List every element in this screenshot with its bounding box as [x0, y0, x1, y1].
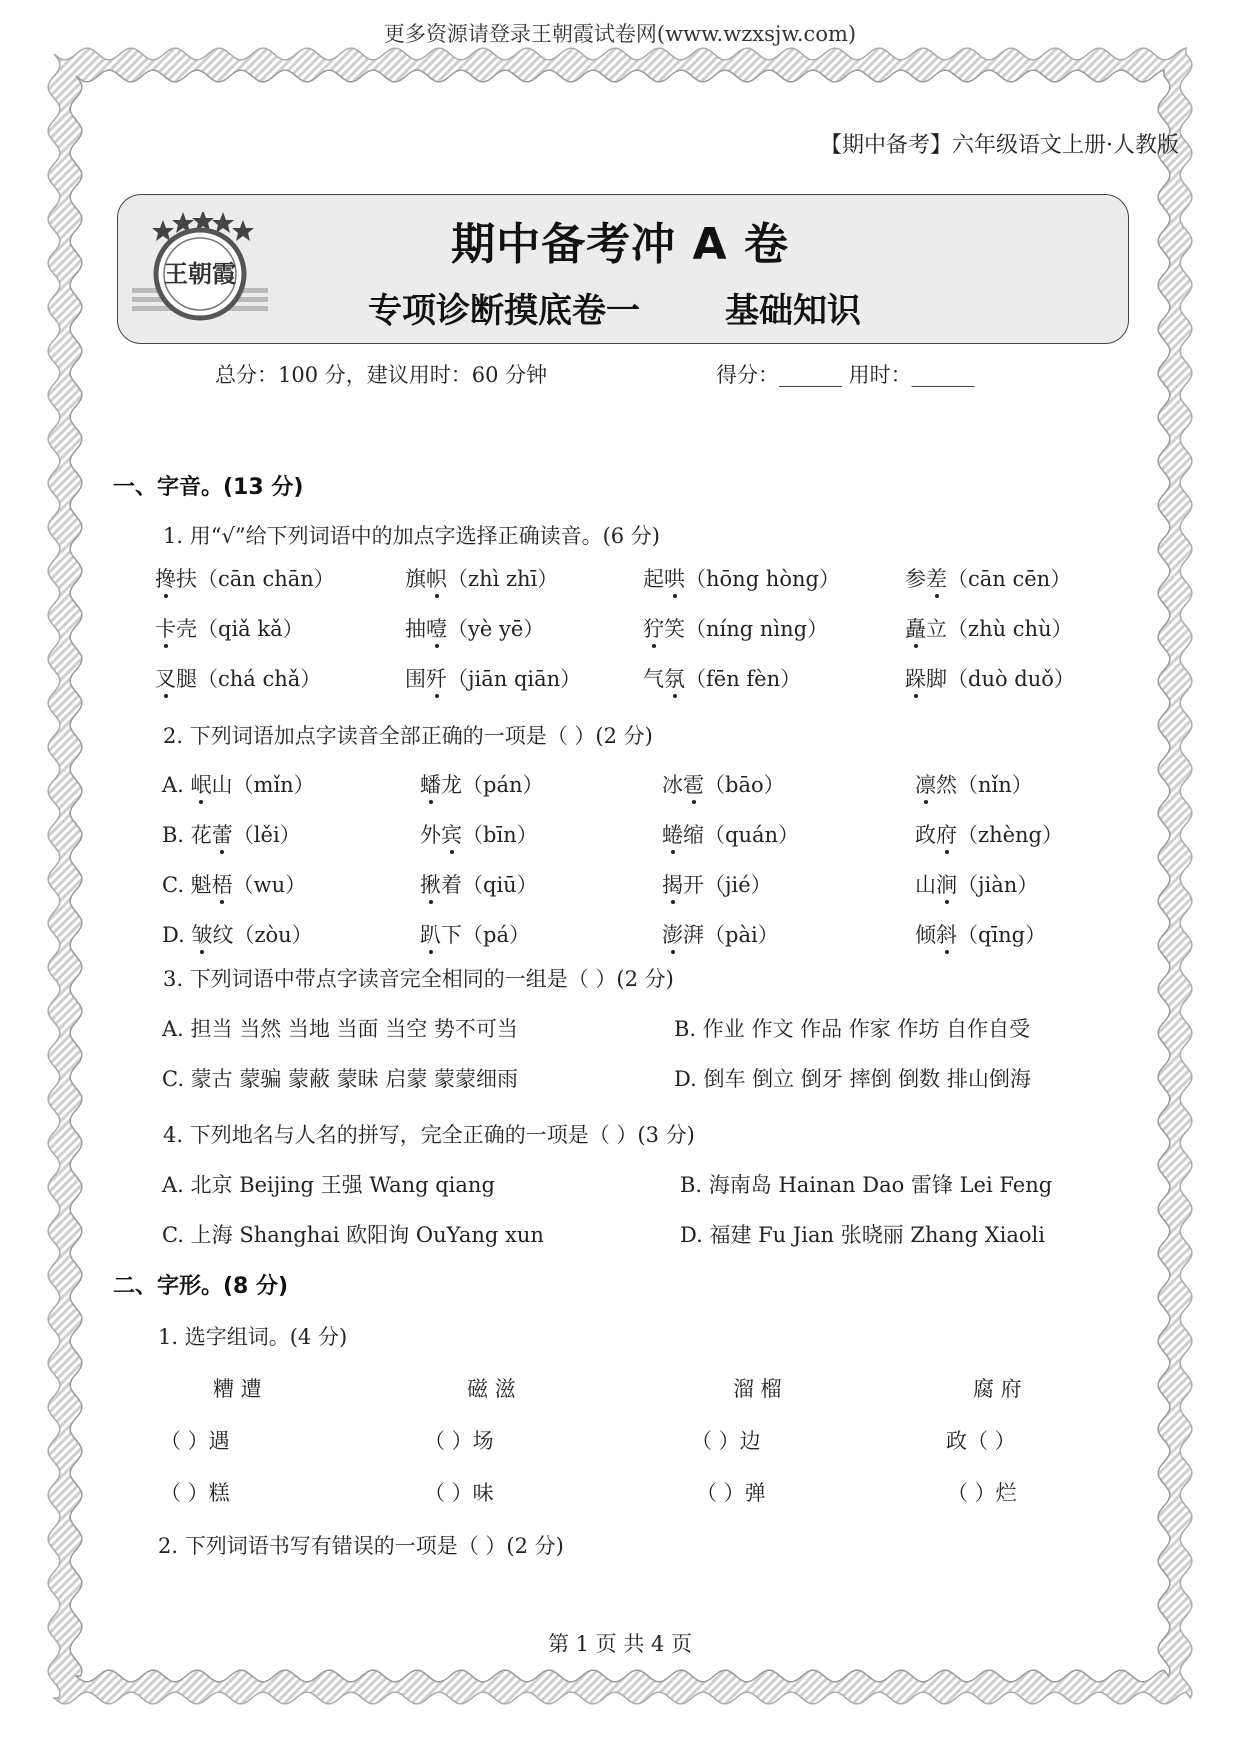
dotted-char: 差 — [926, 567, 947, 591]
pinyin-option — [662, 869, 772, 899]
pinyin-option — [643, 663, 801, 693]
pinyin-option — [162, 919, 313, 949]
fill-blank[interactable]: （ ）边 — [691, 1429, 761, 1453]
dotted-char: 宾 — [441, 823, 462, 847]
option-suffix: 腿（chá chǎ） — [176, 667, 322, 691]
option-suffix: （hōng hòng） — [685, 567, 840, 591]
pinyin-option — [420, 819, 538, 849]
option-suffix: 立（zhù chù） — [926, 617, 1073, 641]
option-prefix: 倾 — [915, 923, 936, 947]
question-stem: 3. 下列词语中带点字读音完全相同的一组是（ ）(2 分) — [163, 967, 674, 991]
option-suffix: 山（mǐn） — [211, 773, 315, 797]
option-b: B. 海南岛 Hainan Dao 雷锋 Lei Feng — [680, 1173, 1053, 1197]
dotted-char: 雹 — [683, 773, 704, 797]
pinyin-option — [162, 769, 315, 799]
option-suffix: 开（jié） — [683, 873, 772, 897]
dotted-char: 歼 — [426, 667, 447, 691]
dotted-char: 凛 — [915, 773, 936, 797]
section-heading-glyph: 二、字形。(8 分) — [113, 1274, 289, 1299]
option-a: A. 担当 当然 当地 当面 当空 势不可当 — [162, 1017, 518, 1041]
pinyin-option — [420, 769, 544, 799]
option-suffix: （jiān qiān） — [447, 667, 582, 691]
question-stem: 2. 下列词语加点字读音全部正确的一项是（ ）(2 分) — [163, 724, 653, 748]
pinyin-option — [405, 613, 544, 643]
pinyin-option — [662, 769, 785, 799]
question-stem: 2. 下列词语书写有错误的一项是（ ）(2 分) — [158, 1534, 564, 1558]
option-prefix: D. — [162, 923, 192, 947]
pinyin-option — [405, 663, 581, 693]
dotted-char: 蕾 — [211, 823, 233, 847]
dotted-char: 狞 — [643, 617, 664, 641]
option-prefix: 山 — [915, 873, 936, 897]
question-stem: 1. 用“√”给下列词语中的加点字选择正确读音。(6 分) — [163, 524, 660, 548]
option-c: C. 蒙古 蒙骗 蒙蔽 蒙昧 启蒙 蒙蒙细雨 — [162, 1067, 519, 1091]
option-prefix: 参 — [905, 567, 926, 591]
option-suffix: （qīng） — [957, 923, 1047, 947]
dotted-char: 府 — [936, 823, 957, 847]
option-suffix: （lěi） — [232, 823, 301, 847]
option-c: C. 上海 Shanghai 欧阳询 OuYang xun — [162, 1223, 544, 1247]
fill-blank[interactable]: （ ）糕 — [160, 1481, 230, 1505]
pinyin-option — [643, 563, 840, 593]
option-suffix: （yè yē） — [447, 617, 545, 641]
pinyin-option — [905, 613, 1073, 643]
pinyin-option — [915, 919, 1046, 949]
char-pair: 腐 府 — [973, 1377, 1022, 1401]
pinyin-option — [662, 819, 799, 849]
pinyin-option — [420, 869, 538, 899]
option-a: A. 北京 Beijing 王强 Wang qiang — [162, 1173, 495, 1197]
pinyin-option — [915, 769, 1033, 799]
fill-blank[interactable]: （ ）弹 — [696, 1481, 766, 1505]
question-stem: 1. 选字组词。(4 分) — [158, 1325, 348, 1349]
dotted-char: 涧 — [936, 873, 957, 897]
option-suffix: （cān cēn） — [947, 567, 1072, 591]
option-prefix: C. 魁 — [162, 873, 212, 897]
pinyin-option — [915, 869, 1038, 899]
edition-label: 【期中备考】六年级语文上册·人教版 — [820, 133, 1179, 158]
option-suffix: 纹（zòu） — [212, 923, 313, 947]
dotted-char: 蜷 — [662, 823, 683, 847]
option-suffix: （zhì zhī） — [447, 567, 559, 591]
option-b: B. 作业 作文 作品 作家 作坊 自作自受 — [674, 1017, 1031, 1041]
fill-blank[interactable]: （ ）烂 — [947, 1481, 1017, 1505]
option-prefix: A. — [162, 773, 191, 797]
dotted-char: 噎 — [426, 617, 447, 641]
option-suffix: 着（qiū） — [441, 873, 538, 897]
fill-blank[interactable]: （ ）遇 — [160, 1429, 230, 1453]
exam-subtitle-right: 基础知识 — [725, 291, 861, 331]
option-prefix: B. 花 — [162, 823, 212, 847]
option-prefix: 外 — [420, 823, 441, 847]
option-suffix: （fēn fèn） — [685, 667, 802, 691]
option-suffix: 然（nǐn） — [936, 773, 1033, 797]
exam-subtitle-left: 专项诊断摸底卷一 — [368, 291, 640, 331]
dotted-char: 跺 — [905, 667, 926, 691]
char-pair: 糟 遭 — [213, 1377, 262, 1401]
char-pair: 溜 榴 — [733, 1377, 782, 1401]
dotted-char: 矗 — [905, 617, 926, 641]
option-prefix: 围 — [405, 667, 426, 691]
question-stem: 4. 下列地名与人名的拼写，完全正确的一项是（ ）(3 分) — [163, 1123, 695, 1147]
pinyin-option — [162, 819, 301, 849]
pinyin-option — [662, 919, 779, 949]
dotted-char: 梧 — [211, 873, 233, 897]
option-suffix: 笑（níng nìng） — [664, 617, 829, 641]
dotted-char: 卡 — [155, 617, 176, 641]
option-prefix: 政 — [915, 823, 936, 847]
option-suffix: 扶（cān chān） — [176, 567, 335, 591]
pinyin-option — [905, 663, 1075, 693]
option-suffix: 脚（duò duǒ） — [926, 667, 1075, 691]
pinyin-option — [155, 613, 304, 643]
pinyin-option — [420, 919, 530, 949]
dotted-char: 揪 — [420, 873, 441, 897]
pinyin-option — [915, 819, 1063, 849]
option-suffix: 缩（quán） — [683, 823, 800, 847]
pinyin-option — [155, 563, 335, 593]
option-suffix: 湃（pài） — [683, 923, 779, 947]
dotted-char: 澎 — [662, 923, 683, 947]
dotted-char: 帜 — [426, 567, 447, 591]
pinyin-option — [155, 663, 321, 693]
char-pair: 磁 滋 — [467, 1377, 516, 1401]
section-heading-pronunciation: 一、字音。(13 分) — [113, 475, 304, 500]
option-prefix: 气 — [643, 667, 664, 691]
exam-title: 期中备考冲 A 卷 — [451, 219, 789, 270]
option-suffix: （bāo） — [704, 773, 785, 797]
dotted-char: 哄 — [664, 567, 685, 591]
fill-blank[interactable]: （ ）场 — [424, 1429, 494, 1453]
option-suffix: 下（pá） — [441, 923, 530, 947]
option-prefix: 冰 — [662, 773, 683, 797]
dotted-char: 蟠 — [420, 773, 441, 797]
option-suffix: 壳（qiǎ kǎ） — [176, 617, 304, 641]
dotted-char: 皱 — [191, 923, 213, 947]
option-suffix: （jiàn） — [957, 873, 1039, 897]
pinyin-option — [162, 869, 306, 899]
dotted-char: 叉 — [155, 667, 176, 691]
option-suffix: 龙（pán） — [441, 773, 544, 797]
option-prefix: 旗 — [405, 567, 426, 591]
dotted-char: 岷 — [190, 773, 212, 797]
option-suffix: （zhèng） — [957, 823, 1063, 847]
pinyin-option — [643, 613, 828, 643]
page-footer: 第 1 页 共 4 页 — [547, 1632, 693, 1656]
fill-blank[interactable]: （ ）味 — [424, 1481, 494, 1505]
dotted-char: 搀 — [155, 567, 176, 591]
fill-blank[interactable]: 政（ ） — [946, 1429, 1016, 1453]
option-prefix: 抽 — [405, 617, 426, 641]
dotted-char: 斜 — [936, 923, 957, 947]
pinyin-option — [905, 563, 1071, 593]
logo-text: 王朝霞 — [164, 259, 236, 288]
option-suffix: （bīn） — [462, 823, 538, 847]
dotted-char: 趴 — [420, 923, 441, 947]
option-prefix: 起 — [643, 567, 664, 591]
site-note: 更多资源请登录王朝霞试卷网(www.wzxsjw.com) — [383, 22, 857, 46]
pinyin-option — [405, 563, 558, 593]
dotted-char: 揭 — [662, 873, 683, 897]
option-suffix: （wu） — [232, 873, 307, 897]
option-d: D. 福建 Fu Jian 张晓丽 Zhang Xiaoli — [680, 1223, 1045, 1247]
option-d: D. 倒车 倒立 倒牙 摔倒 倒数 排山倒海 — [674, 1067, 1031, 1091]
dotted-char: 氛 — [664, 667, 685, 691]
score-fill-fields: 得分：______ 用时：______ — [716, 363, 975, 387]
score-info: 总分：100 分，建议用时：60 分钟 — [215, 363, 548, 387]
